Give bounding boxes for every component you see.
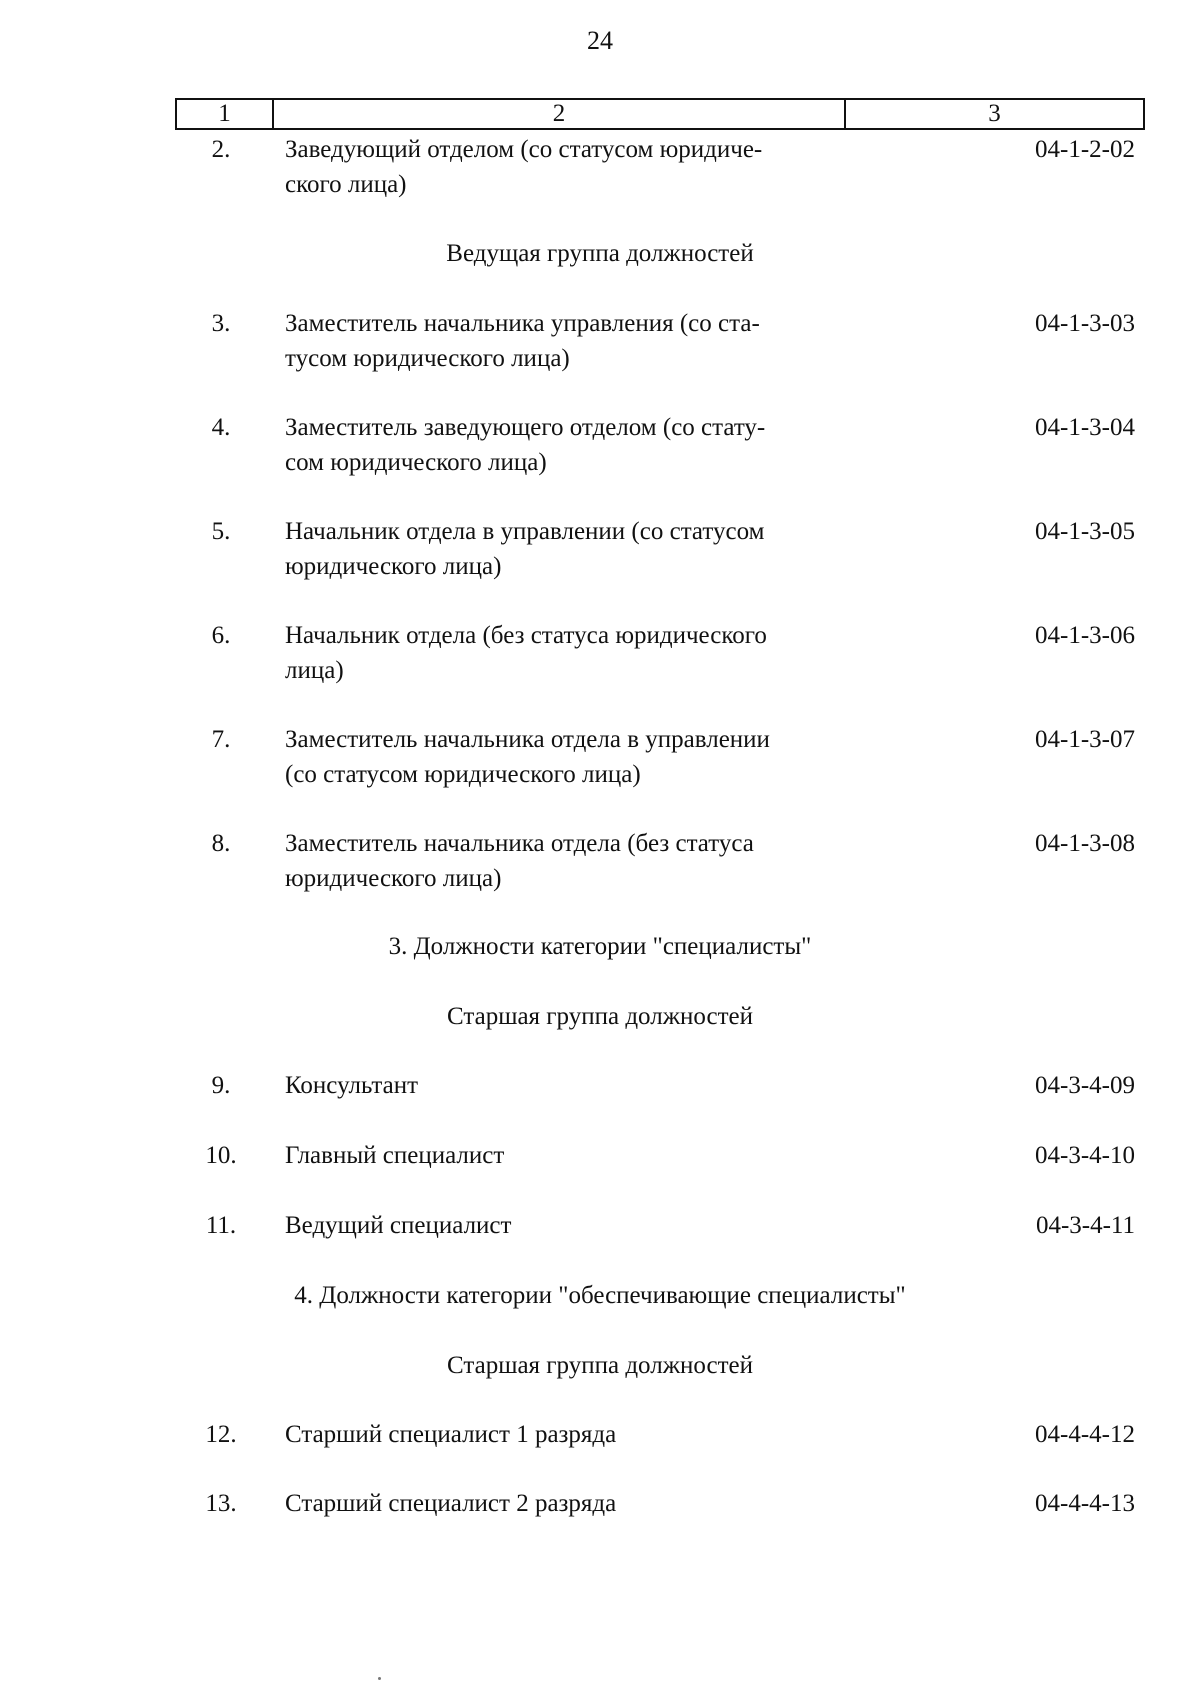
position-title-line: Заместитель начальника отдела (без статуса: [285, 830, 754, 857]
section-heading: Старшая группа должностей: [447, 1003, 753, 1030]
row-number: 7.: [211, 726, 231, 753]
position-title: [285, 826, 870, 896]
position-title: [285, 410, 870, 480]
row-number: 12.: [205, 1421, 237, 1448]
position-code: 04-1-3-06: [1035, 622, 1135, 649]
position-title: [285, 306, 870, 376]
position-code: 04-1-3-08: [1035, 830, 1135, 857]
position-code: 04-1-2-02: [1035, 136, 1135, 163]
position-title-line: юридического лица): [285, 553, 502, 580]
column-header-3: 3: [845, 99, 1144, 129]
position-title-line: Заведующий отделом (со статусом юридиче-: [285, 136, 763, 163]
column-header-1: 1: [176, 99, 273, 129]
row-number: 10.: [205, 1142, 237, 1169]
position-title-line: лица): [285, 657, 344, 684]
row-number: 9.: [211, 1072, 231, 1099]
position-title: Консультант: [285, 1072, 419, 1099]
position-title-line: сом юридического лица): [285, 449, 547, 476]
row-number: 13.: [205, 1490, 237, 1517]
position-title-line: тусом юридического лица): [285, 345, 570, 372]
position-title-line: Заместитель начальника отдела в управлении: [285, 726, 770, 753]
row-number: 3.: [211, 310, 231, 337]
column-header-2: 2: [273, 99, 845, 129]
category-heading: 3. Должности категории "специалисты": [388, 933, 812, 960]
position-title-line: ского лица): [285, 171, 407, 198]
section-heading: Старшая группа должностей: [447, 1352, 753, 1379]
row-number: 8.: [211, 830, 231, 857]
position-title: [285, 132, 870, 202]
position-code: 04-3-4-11: [1035, 1212, 1135, 1239]
position-title-line: Начальник отдела (без статуса юридического: [285, 622, 767, 649]
position-code: 04-4-4-12: [1035, 1421, 1135, 1448]
column-header-table: [175, 98, 1145, 130]
row-number: 11.: [205, 1212, 237, 1239]
position-title: Старший специалист 1 разряда: [285, 1421, 617, 1448]
position-title: [285, 722, 870, 792]
position-code: 04-1-3-03: [1035, 310, 1135, 337]
page-number: 24: [587, 26, 613, 55]
row-number: 4.: [211, 414, 231, 441]
position-title: [285, 514, 870, 584]
position-title-line: Начальник отдела в управлении (со статусом: [285, 518, 765, 545]
position-title: Главный специалист: [285, 1142, 505, 1169]
row-number: 5.: [211, 518, 231, 545]
position-code: 04-3-4-10: [1035, 1142, 1135, 1169]
position-code: 04-1-3-05: [1035, 518, 1135, 545]
position-code: 04-1-3-07: [1035, 726, 1135, 753]
position-code: 04-3-4-09: [1035, 1072, 1135, 1099]
position-code: 04-1-3-04: [1035, 414, 1135, 441]
position-title-line: Заместитель заведующего отделом (со стату-: [285, 414, 766, 441]
position-title-line: Заместитель начальника управления (со ста-: [285, 310, 760, 337]
row-number: 6.: [211, 622, 231, 649]
row-number: 2.: [211, 136, 231, 163]
position-title-line: юридического лица): [285, 865, 502, 892]
position-title: Ведущий специалист: [285, 1212, 512, 1239]
category-heading: 4. Должности категории "обеспечивающие специалисты": [294, 1282, 906, 1309]
section-heading: Ведущая группа должностей: [446, 240, 754, 267]
position-code: 04-4-4-13: [1035, 1490, 1135, 1517]
scan-speck: [378, 1677, 381, 1680]
position-title: [285, 618, 870, 688]
position-title-line: (со статусом юридического лица): [285, 761, 641, 788]
position-title: Старший специалист 2 разряда: [285, 1490, 617, 1517]
